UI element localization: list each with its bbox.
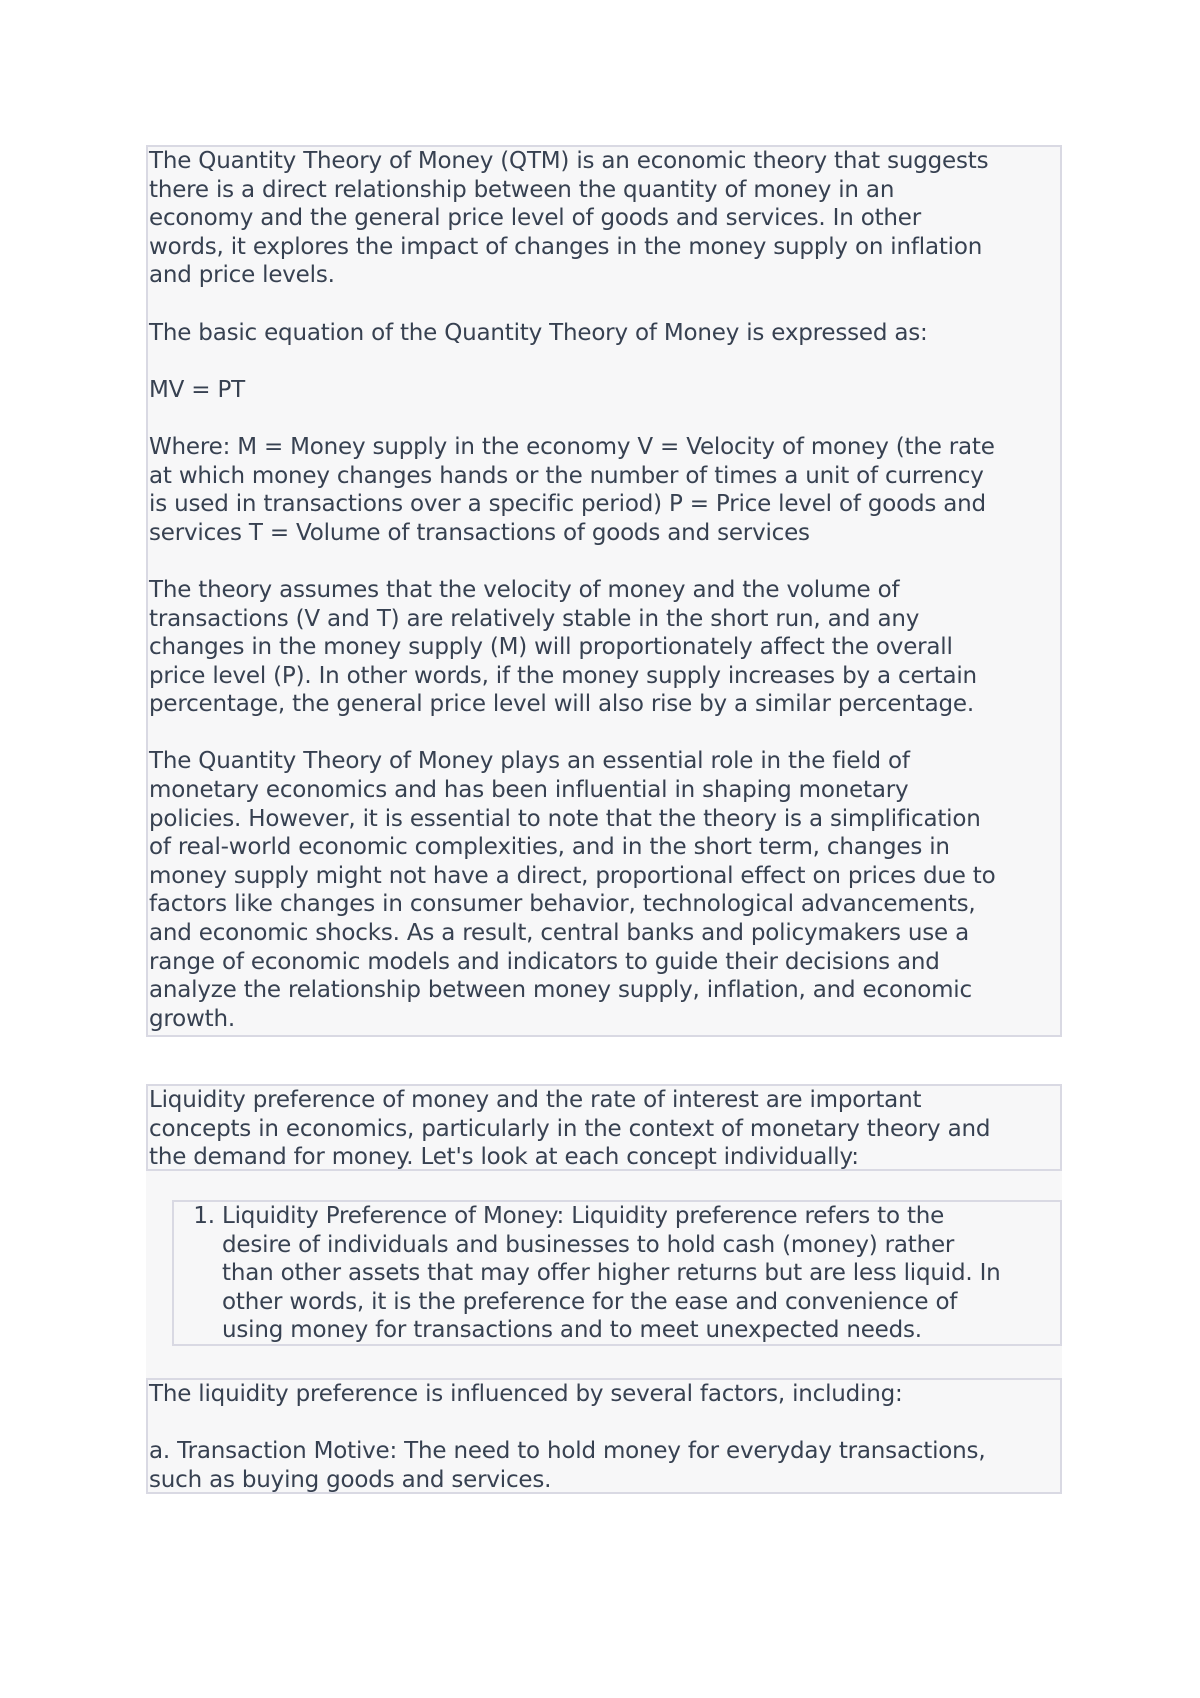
factor-a-paragraph: a. Transaction Motive: The need to hold money for everyday transactions, such as buying goods and services. (149, 1438, 986, 1493)
qtm-paragraph-assumptions: The theory assumes that the velocity of money and the volume of transactions (V and T) are relatively stable in the short run, and any changes in the money supply (M) will proportionately affect the overall price level (P). In other words, if the money supply increases by a certain percentage, the general price level will also rise by a similar percentage. (149, 576, 977, 718)
list-item: 1. Liquidity Preference of Money: Liquidity preference refers to the desire of individuals and businesses to hold cash (money) rather than other assets that may offer higher returns but are less liquid. In other words, it is the preference for the ease and convenience of using money for transactions and to meet unexpected needs. (222, 1202, 1060, 1345)
liquidity-intro-block (146, 1084, 1062, 1171)
liquidity-list-block (172, 1200, 1062, 1346)
qtm-paragraph-role: The Quantity Theory of Money plays an essential role in the field of monetary economics and has been influential in shaping monetary policies. However, it is essential to note that the theory is a simplification of real-world economic complexities, and in the short term, changes in money supply might not have a direct, proportional effect on prices due to factors like changes in consumer behavior, technological advancements, and economic shocks. As a result, central banks and policymakers use a range of economic models and indicators to guide their decisions and analyze the relationship between money supply, inflation, and economic growth. (149, 748, 996, 1032)
factors-intro-paragraph: The liquidity preference is influenced by several factors, including: (149, 1381, 903, 1407)
qtm-paragraph-where: Where: M = Money supply in the economy V = Velocity of money (the rate at which money changes hands or the number of times a unit of currency is used in transactions over a specific period) P = Price level of goods and services T = Volume of transactions of goods and services (149, 433, 995, 546)
liquidity-intro-paragraph: Liquidity preference of money and the rate of interest are important concepts in economics, particularly in the context of monetary theory and the demand for money. Let's look at each concept individually: (149, 1087, 991, 1171)
qtm-paragraph-intro: The Quantity Theory of Money (QTM) is an economic theory that suggests there is a direct relationship between the quantity of money in an economy and the general price level of goods and services. In other words, it explores the impact of changes in the money supply on inflation and price levels. (149, 148, 989, 289)
qtm-text-block (146, 145, 1062, 1037)
numbered-list (174, 1202, 1060, 1345)
liquidity-factors-block (146, 1378, 1062, 1494)
qtm-equation: MV = PT (149, 376, 245, 403)
qtm-paragraph-equation-intro: The basic equation of the Quantity Theory of Money is expressed as: (149, 319, 928, 346)
